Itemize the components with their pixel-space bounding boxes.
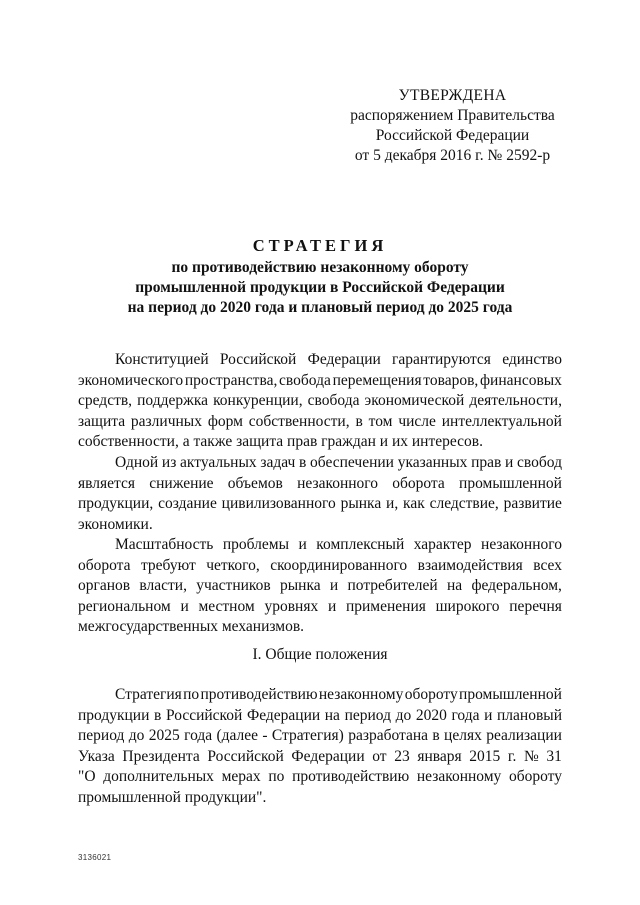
word: Российской	[207, 747, 284, 765]
word: "О	[78, 768, 96, 786]
word: и	[298, 536, 307, 553]
text-line	[78, 767, 562, 788]
word: г.	[507, 747, 517, 765]
document-title: СТРАТЕГИЯ	[252, 236, 388, 255]
word: Федерации	[291, 747, 365, 765]
word: числе	[398, 412, 436, 430]
word: единство	[502, 351, 562, 368]
text-line	[78, 474, 562, 495]
word: промышленной	[459, 474, 562, 492]
word: конкуренции,	[213, 392, 303, 410]
text-line	[78, 556, 562, 577]
approval-line: от 5 декабря 2016 г. № 2592-р	[354, 147, 551, 164]
word: поддержка	[137, 392, 208, 410]
text-line	[78, 391, 562, 412]
word: товаров,	[423, 371, 479, 389]
word: реализации	[486, 727, 562, 745]
word: различных	[130, 412, 202, 430]
word: четкого,	[206, 556, 260, 574]
word: Федерации	[246, 706, 321, 724]
word: собственности,	[248, 412, 350, 430]
word: незаконному	[416, 768, 502, 786]
word: деятельности,	[469, 392, 562, 410]
text-line	[78, 350, 562, 371]
word: указанных	[397, 454, 468, 471]
word: по	[268, 768, 285, 786]
word: Российской	[165, 706, 243, 724]
word: период	[344, 706, 391, 724]
word: как	[403, 495, 425, 513]
word: Федерации	[307, 351, 381, 368]
word: является	[78, 474, 135, 492]
word: Президента	[122, 747, 200, 765]
word: (далее	[216, 727, 259, 745]
word: целях	[444, 727, 482, 745]
word: следствие,	[429, 495, 499, 513]
paragraph-constitution	[78, 350, 562, 453]
approval-line: распоряжением Правительства	[350, 107, 555, 124]
word: на	[324, 706, 340, 724]
word: Одной	[115, 454, 159, 471]
word: объемов	[227, 474, 283, 492]
word: потребителей	[347, 577, 438, 595]
text-line: межгосударственных механизмов.	[78, 618, 305, 636]
word: в	[154, 706, 162, 724]
word: 23	[394, 747, 410, 765]
word: от	[372, 747, 387, 765]
subtitle-line: промышленной продукции в Российской Федерации	[135, 279, 505, 296]
word: федеральном,	[471, 577, 562, 595]
word: противодействию	[292, 768, 410, 786]
word: цивилизованного	[221, 495, 336, 513]
subtitle-line: по противодействию незаконному обороту	[171, 259, 469, 276]
word: до	[395, 706, 412, 724]
section-heading: I. Общие положения	[252, 646, 388, 663]
word: промышленной	[459, 686, 562, 703]
subtitle-line: на период до 2020 года и плановый период до 2025 года	[127, 299, 513, 316]
word: продукции	[78, 706, 150, 724]
word: плановый	[497, 706, 562, 724]
text-line	[78, 371, 562, 392]
text-line	[78, 494, 562, 515]
word: из	[161, 454, 177, 471]
word: января	[417, 747, 462, 765]
word: требуют	[140, 556, 196, 574]
word: продукции,	[78, 495, 154, 513]
approval-stamp	[340, 86, 565, 166]
word: и,	[386, 495, 399, 513]
word: власти,	[139, 577, 187, 595]
footer-document-code: 3136021	[78, 853, 112, 862]
word: в	[299, 454, 307, 471]
word: и	[329, 577, 339, 595]
word: Российской	[219, 351, 297, 368]
word: уровнях	[264, 597, 319, 615]
text-line	[78, 576, 562, 597]
word: защита	[78, 412, 126, 430]
word: оборота	[78, 556, 131, 574]
word: свобода	[279, 371, 331, 389]
word: до	[128, 727, 145, 745]
text-line	[78, 535, 562, 556]
text-line	[78, 726, 562, 747]
word: Указа	[78, 747, 115, 765]
text-line	[78, 685, 562, 706]
word: в	[355, 412, 363, 430]
word: обеспечении	[310, 454, 394, 471]
word: перемещения	[332, 371, 422, 389]
word: органов	[78, 577, 131, 595]
word: дополнительных	[103, 768, 214, 786]
word: прав	[471, 454, 502, 471]
paragraph-tasks	[78, 453, 562, 535]
text-line	[78, 453, 562, 474]
word: №	[523, 747, 539, 765]
text-line: промышленной продукции".	[78, 788, 267, 806]
word: и	[505, 454, 514, 471]
word: обороту	[404, 686, 458, 703]
word: незаконного	[297, 474, 378, 492]
word: пространства,	[184, 371, 278, 389]
word: экономического	[78, 371, 184, 389]
word: применения	[345, 597, 426, 615]
text-line	[78, 412, 562, 433]
word: года	[184, 727, 213, 745]
word: гарантируются	[392, 351, 491, 368]
word: мерах	[221, 768, 261, 786]
word: рынка	[340, 495, 382, 513]
word: проблемы	[222, 536, 289, 553]
word: в	[432, 727, 440, 745]
word: развитие	[503, 495, 562, 513]
word: период	[78, 727, 125, 745]
word: участников	[196, 577, 271, 595]
word: и	[327, 597, 337, 615]
paragraph-scale	[78, 535, 562, 638]
word: обороту	[508, 768, 562, 786]
text-line: экономики.	[78, 515, 153, 533]
text-line	[78, 747, 562, 768]
word: скоординированного	[270, 556, 408, 574]
word: местном	[198, 597, 255, 615]
word: перечня	[509, 597, 562, 615]
word: взаимодействия	[417, 556, 523, 574]
text-line	[78, 597, 562, 618]
word: комплексный	[316, 536, 405, 553]
word: незаконного	[481, 536, 562, 553]
word: на	[446, 577, 463, 595]
word: Конституцией	[115, 351, 209, 368]
word: характер	[413, 536, 472, 553]
word: 2020	[415, 706, 447, 724]
text-line: собственности, а также защита прав граждан и их интересов.	[78, 433, 483, 451]
word: актуальных	[180, 454, 257, 471]
word: финансовых	[480, 371, 562, 389]
word: 31	[546, 747, 562, 765]
word: всех	[533, 556, 562, 574]
paragraph-general-provisions	[78, 685, 562, 809]
document-subtitle	[80, 258, 560, 318]
word: свобод	[517, 454, 562, 471]
word: противодействию	[200, 686, 318, 703]
word: задач	[260, 454, 296, 471]
word: разработана	[348, 727, 429, 745]
word: форм	[207, 412, 243, 430]
approved-label: УТВЕРЖДЕНА	[398, 87, 507, 104]
word: интеллектуальной	[441, 412, 562, 430]
word: Стратегия)	[271, 727, 344, 745]
word: средств,	[78, 392, 133, 410]
word: рынка	[280, 577, 321, 595]
word: Масштабность	[115, 536, 214, 553]
word: незаконному	[318, 686, 404, 703]
approval-line: Российской Федерации	[375, 127, 530, 144]
word: и	[484, 706, 493, 724]
word: по	[183, 686, 200, 703]
word: оборота	[392, 474, 445, 492]
word: широкого	[435, 597, 500, 615]
word: Стратегия	[115, 686, 182, 703]
word: том	[368, 412, 393, 430]
word: года	[451, 706, 480, 724]
word: -	[262, 727, 268, 745]
word: и	[180, 597, 189, 615]
word: экономической	[364, 392, 465, 410]
word: 2015	[469, 747, 501, 765]
word: свобода	[307, 392, 360, 410]
word: создание	[158, 495, 217, 513]
word: снижение	[149, 474, 214, 492]
word: региональном	[78, 597, 171, 615]
word: 2025	[148, 727, 180, 745]
text-line	[78, 706, 562, 727]
